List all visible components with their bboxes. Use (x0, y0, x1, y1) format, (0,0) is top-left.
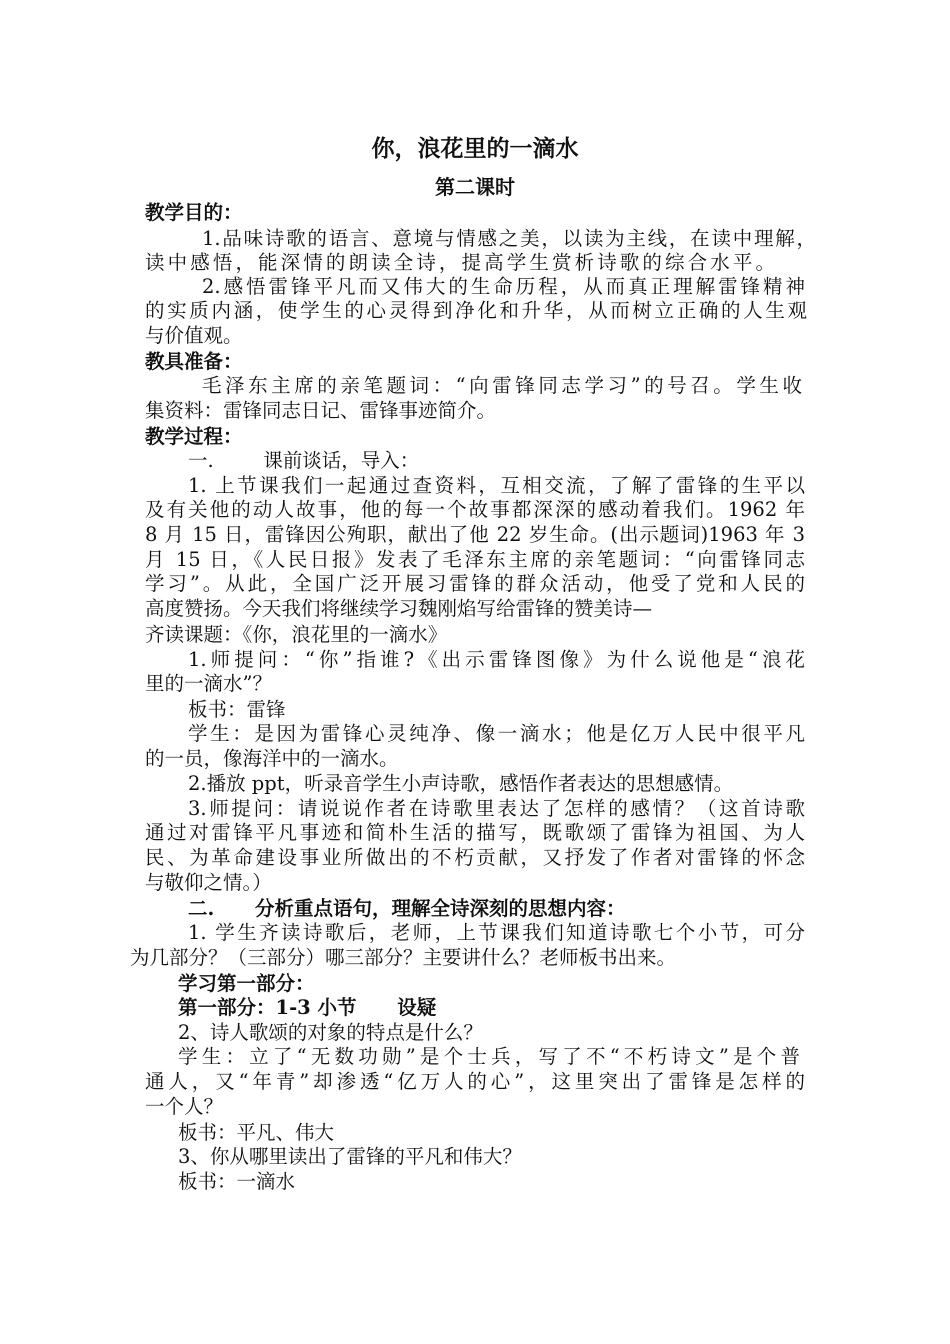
paragraph-line: 1.品味诗歌的语言、意境与情感之美，以读为主线，在读中理解， (202, 227, 816, 250)
document-title: 你，浪花里的一滴水 (371, 135, 579, 162)
paragraph-line: 齐读课题：《你，浪花里的一滴水》 (145, 623, 448, 646)
paragraph-line: 2.感悟雷锋平凡而又伟大的生命历程，从而真正理解雷锋精神 (202, 275, 805, 298)
paragraph-line: 学习”。从此，全国广泛开展习雷锋的群众活动，他受了党和人民的 (145, 572, 805, 595)
blackboard-note: 板书：平凡、伟大 (178, 1121, 335, 1144)
paragraph-line: 民、为革命建设事业所做出的不朽贡献，又抒发了作者对雷锋的怀念 (145, 846, 805, 869)
paragraph-line: 与价值观。 (145, 324, 243, 347)
section-heading: 教学目的： (145, 201, 243, 224)
lesson-subtitle: 第二课时 (435, 175, 515, 199)
paragraph-line: 2.播放 ppt，听录音学生小声诗歌，感悟作者表达的思想感情。 (188, 772, 734, 795)
section-heading: 教学过程： (145, 425, 243, 448)
paragraph-line: 里的一滴水”？ (145, 672, 272, 695)
part-heading: 学习第一部分： (178, 972, 315, 995)
paragraph-line: 学生：立了“无数功勋”是个士兵，写了不“不朽诗文”是个普 (178, 1045, 800, 1068)
paragraph-line: 的实质内涵，使学生的心灵得到净化和升华，从而树立正确的人生观 (145, 299, 807, 322)
part-heading: 第一部分：1-3 小节 设疑 (178, 996, 437, 1019)
paragraph-line: 与敬仰之情。） (145, 871, 272, 894)
paragraph-line: 毛泽东主席的亲笔题词：“向雷锋同志学习”的号召。学生收 (202, 374, 802, 397)
paragraph-line: 1.师提问：“你”指谁?《出示雷锋图像》为什么说他是“浪花 (188, 648, 805, 671)
paragraph-line: 学生：是因为雷锋心灵纯净、像一滴水；他是亿万人民中很平凡 (188, 722, 805, 745)
paragraph-line: 的一员，像海洋中的一滴水。 (145, 747, 399, 770)
paragraph-line: 集资料：雷锋同志日记、雷锋事迹简介。 (145, 399, 497, 422)
question-line: 3、你从哪里读出了雷锋的平凡和伟大？ (178, 1145, 522, 1168)
paragraph-line: 1. 上节课我们一起通过查资料，互相交流，了解了雷锋的生平以 (188, 474, 805, 497)
paragraph-line: 及有关他的动人故事，他的每一个故事都深深的感动着我们。1962 年 (145, 498, 805, 521)
paragraph-line: 为几部分？（三部分）哪三部分？主要讲什么？老师板书出来。 (130, 946, 677, 969)
section-heading: 教具准备： (145, 350, 243, 373)
paragraph-line: 一个人？ (145, 1095, 224, 1118)
question-line: 2、诗人歌颂的对象的特点是什么？ (178, 1021, 483, 1044)
paragraph-line: 3.师提问：请说说作者在诗歌里表达了怎样的感情？（这首诗歌 (188, 797, 805, 820)
paragraph-line: 通过对雷锋平凡事迹和简朴生活的描写，既歌颂了雷锋为祖国、为人 (145, 821, 805, 844)
step-heading: 二. 分析重点语句，理解全诗深刻的思想内容： (188, 897, 626, 920)
paragraph-line: 通人，又“年青”却渗透“亿万人的心”，这里突出了雷锋是怎样的 (145, 1070, 805, 1093)
paragraph-line: 8 月 15 日，雷锋因公殉职，献出了他 22 岁生命。(出示题词)1963 年 3 (145, 523, 805, 546)
paragraph-line: 1. 学生齐读诗歌后，老师，上节课我们知道诗歌七个小节，可分 (188, 921, 805, 944)
step-heading: 一. 课前谈话，导入： (188, 449, 420, 472)
blackboard-note: 板书：雷锋 (188, 698, 286, 721)
paragraph-line: 高度赞扬。今天我们将继续学习魏刚焰写给雷锋的赞美诗— (145, 597, 653, 620)
paragraph-line: 读中感悟，能深情的朗读全诗，提高学生赏析诗歌的综合水平。 (145, 251, 775, 274)
blackboard-note: 板书：一滴水 (178, 1170, 296, 1193)
paragraph-line: 月 15 日，《人民日报》发表了毛泽东主席的亲笔题词：“向雷锋同志 (145, 548, 805, 571)
